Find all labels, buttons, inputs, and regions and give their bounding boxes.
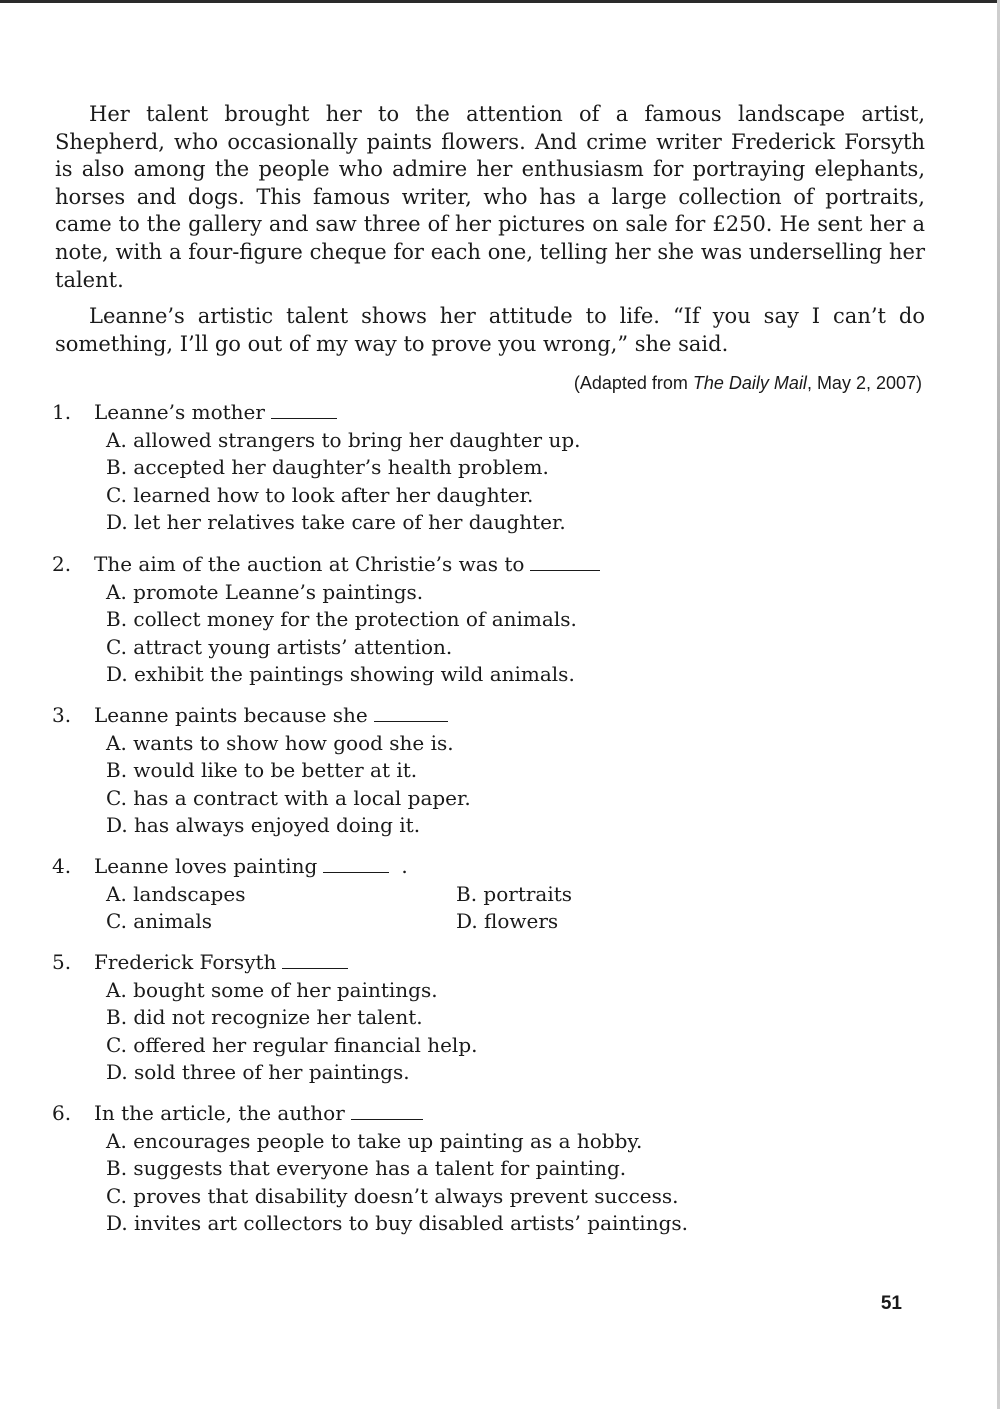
question-number: 3. [52,703,72,727]
passage-paragraph-2-text: Leanne’s artistic talent shows her attitude to life. “If you say I can’t do something, I’ll go out of my way to prove you wrong,” she said. [55,304,925,356]
passage-paragraph-2 [55,303,925,358]
option-c: C. proves that disability doesn’t always prevent success. [106,1183,679,1208]
passage-paragraph-1 [55,101,925,294]
option-a: A. promote Leanne’s paintings. [106,579,424,604]
option-d: D. let her relatives take care of her daughter. [106,510,566,534]
option-b: B. would like to be better at it. [106,758,418,782]
page-number: 51 [880,1293,902,1314]
option-c: C. has a contract with a local paper. [106,785,471,810]
question-5 [52,949,477,1087]
option-c: C. offered her regular financial help. [106,1032,478,1057]
passage-paragraph-1-text: Her talent brought her to the attention of a famous landscape artist, Shepherd, who occasionally paints flowers. And crime writer Frederick Forsyth is also among the people who admire her enthusiasm for portraying elephants, horses and dogs. This famous writer, who has a large collection of portraits, came to the gallery and saw three of her pictures on sale for £250. He sent her a note, with a four-figure cheque for each one, telling her she was underselling her talent. [55,102,925,292]
question-2 [52,551,600,689]
question-stem: Frederick Forsyth [94,950,277,974]
option-b: B. collect money for the protection of animals. [106,607,577,631]
option-d: D. invites art collectors to buy disabled artists’ paintings. [106,1211,689,1235]
answer-blank [374,705,448,722]
question-stem-end: . [401,854,408,878]
answer-blank [271,402,337,419]
question-stem: Leanne paints because she [94,703,368,727]
option-d: D. exhibit the paintings showing wild animals. [106,662,575,686]
option-a: A. allowed strangers to bring her daughter up. [106,427,581,452]
top-border-line [0,0,1000,3]
option-a: A. landscapes [106,881,246,906]
question-4 [52,853,756,936]
question-number: 4. [52,854,72,878]
question-stem: The aim of the auction at Christie’s was to [94,552,525,576]
option-b: B. did not recognize her talent. [106,1005,423,1029]
option-b: B. accepted her daughter’s health problem. [106,455,549,479]
question-6 [52,1100,688,1238]
answer-blank [323,856,389,873]
answer-blank [530,554,600,571]
answer-blank [282,952,348,969]
question-stem: Leanne’s mother [94,400,265,424]
option-d: D. flowers [456,909,559,933]
source-title: The Daily Mail [692,373,807,393]
source-prefix: (Adapted from [573,373,693,393]
question-number: 6. [52,1101,72,1125]
option-b: B. portraits [456,881,573,906]
option-b: B. suggests that everyone has a talent for painting. [106,1156,627,1180]
question-1 [52,399,581,537]
option-c: C. attract young artists’ attention. [106,634,453,659]
option-d: D. has always enjoyed doing it. [106,813,421,837]
option-c: C. learned how to look after her daughter. [106,482,534,507]
source-suffix: , May 2, 2007) [806,373,922,393]
option-d: D. sold three of her paintings. [106,1060,410,1084]
source-citation [574,373,922,394]
option-c: C. animals [106,909,213,933]
question-number: 1. [52,400,72,424]
option-a: A. encourages people to take up painting as a hobby. [106,1128,643,1153]
option-a: A. wants to show how good she is. [106,730,454,755]
question-number: 5. [52,950,72,974]
option-a: A. bought some of her paintings. [106,977,438,1002]
question-stem: Leanne loves painting [94,854,318,878]
question-number: 2. [52,552,72,576]
question-3 [52,702,471,840]
question-stem: In the article, the author [94,1101,345,1125]
answer-blank [351,1103,423,1120]
